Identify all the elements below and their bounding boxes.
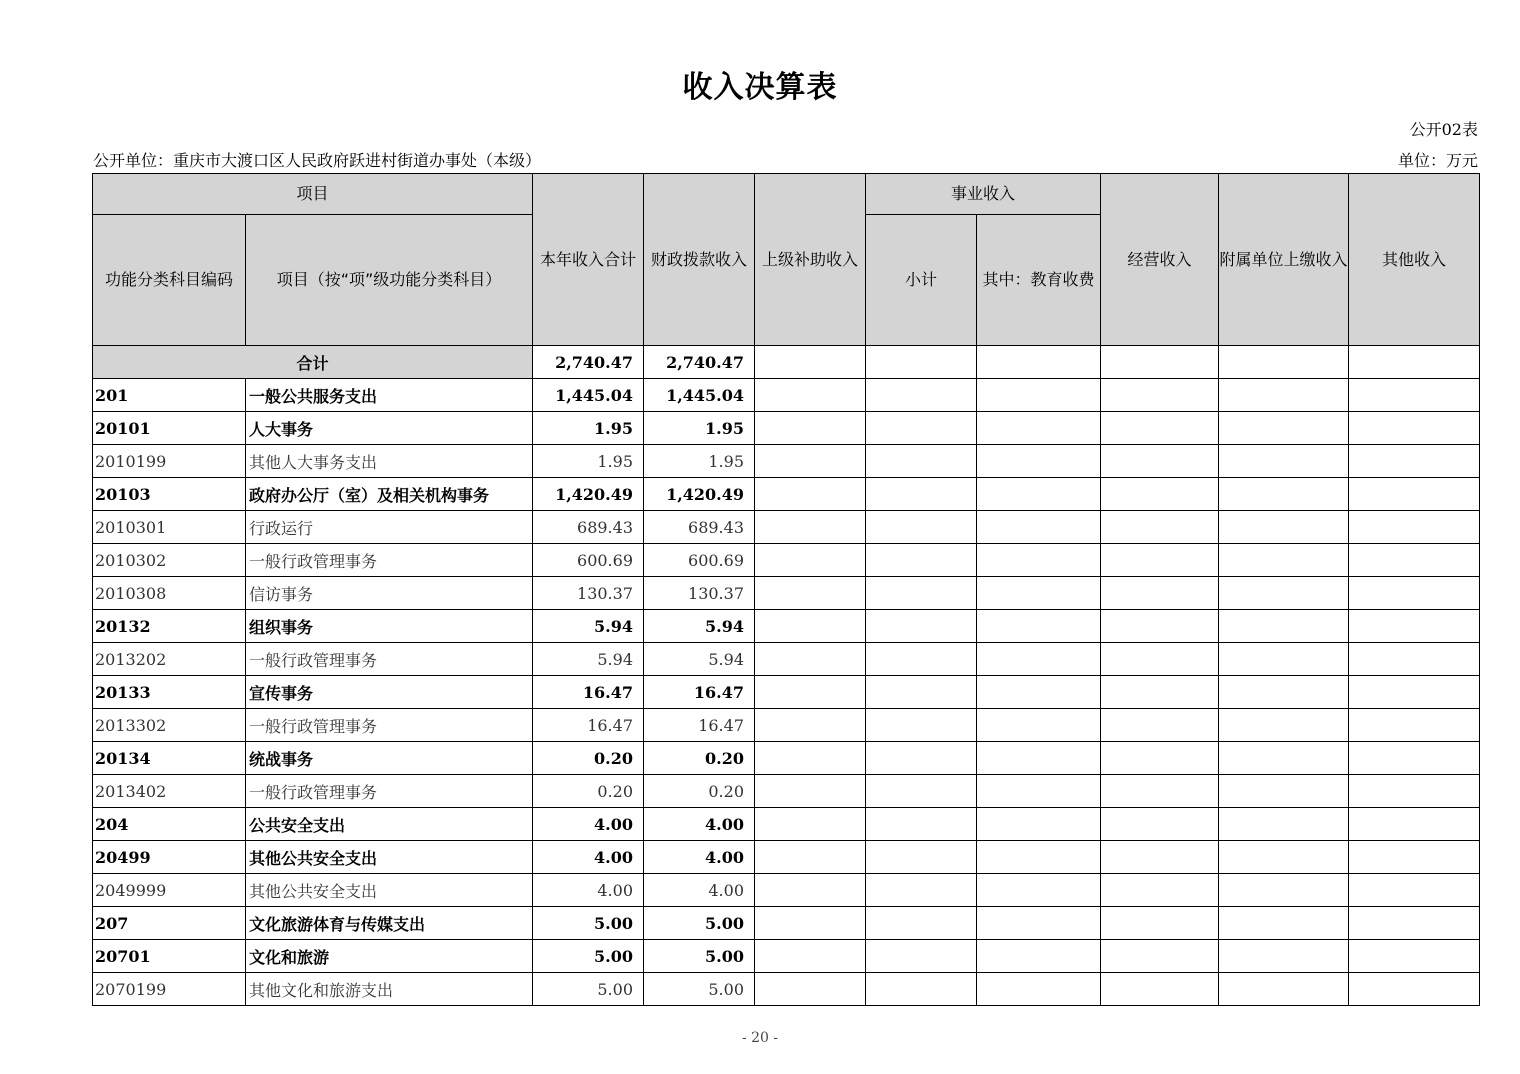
empty-cell (755, 808, 866, 841)
empty-cell (1219, 841, 1349, 874)
empty-cell (1349, 709, 1480, 742)
row-name: 宣传事务 (246, 676, 533, 709)
header-subtotal: 小计 (866, 215, 977, 346)
empty-cell (1101, 841, 1219, 874)
reporting-unit: 公开单位：重庆市大渡口区人民政府跃进村街道办事处（本级） (93, 151, 542, 170)
row-code: 204 (93, 808, 246, 841)
empty-cell (755, 544, 866, 577)
empty-cell (1101, 511, 1219, 544)
row-total: 4.00 (533, 808, 644, 841)
row-name: 统战事务 (246, 742, 533, 775)
empty-cell (866, 577, 977, 610)
empty-cell (755, 379, 866, 412)
row-code: 20133 (93, 676, 246, 709)
empty-cell (755, 874, 866, 907)
empty-cell (755, 940, 866, 973)
row-code: 207 (93, 907, 246, 940)
empty-cell (977, 973, 1101, 1006)
empty-cell (1219, 544, 1349, 577)
empty-cell (977, 808, 1101, 841)
empty-cell (755, 973, 866, 1006)
row-total: 4.00 (533, 874, 644, 907)
empty-cell (866, 379, 977, 412)
table-row (93, 808, 1480, 841)
empty-cell (866, 742, 977, 775)
row-total: 5.00 (533, 973, 644, 1006)
row-code: 2010199 (93, 445, 246, 478)
row-name: 一般行政管理事务 (246, 643, 533, 676)
row-name: 一般公共服务支出 (246, 379, 533, 412)
row-name: 公共安全支出 (246, 808, 533, 841)
empty-cell (866, 445, 977, 478)
empty-cell (1219, 610, 1349, 643)
row-total: 5.94 (533, 643, 644, 676)
empty-cell (1101, 610, 1219, 643)
table-row (93, 379, 1480, 412)
empty-cell (1219, 379, 1349, 412)
empty-cell (1219, 907, 1349, 940)
empty-cell (1101, 478, 1219, 511)
empty-cell (755, 676, 866, 709)
empty-cell (1349, 643, 1480, 676)
empty-cell (755, 742, 866, 775)
row-fiscal: 5.94 (644, 643, 755, 676)
empty-cell (1349, 808, 1480, 841)
row-fiscal: 600.69 (644, 544, 755, 577)
empty-cell (866, 940, 977, 973)
empty-cell (755, 841, 866, 874)
empty-cell (1349, 874, 1480, 907)
row-code: 2010301 (93, 511, 246, 544)
empty-cell (1101, 940, 1219, 973)
header-affiliated-income: 附属单位上缴收入 (1219, 174, 1349, 346)
empty-cell (755, 346, 866, 379)
empty-cell (1101, 709, 1219, 742)
row-name: 政府办公厅（室）及相关机构事务 (246, 478, 533, 511)
table-row (93, 709, 1480, 742)
empty-cell (977, 841, 1101, 874)
row-code: 20134 (93, 742, 246, 775)
header-project: 项目 (93, 174, 533, 215)
row-name: 其他人大事务支出 (246, 445, 533, 478)
header-education-fees: 其中：教育收费 (977, 215, 1101, 346)
empty-cell (1101, 445, 1219, 478)
row-fiscal: 0.20 (644, 742, 755, 775)
row-fiscal: 16.47 (644, 676, 755, 709)
empty-cell (1219, 511, 1349, 544)
empty-cell (1219, 940, 1349, 973)
empty-cell (1219, 808, 1349, 841)
empty-cell (1101, 742, 1219, 775)
empty-cell (977, 940, 1101, 973)
row-fiscal: 0.20 (644, 775, 755, 808)
empty-cell (1101, 676, 1219, 709)
empty-cell (1349, 940, 1480, 973)
header-item-name: 项目（按“项”级功能分类科目） (246, 215, 533, 346)
empty-cell (1219, 709, 1349, 742)
empty-cell (866, 643, 977, 676)
empty-cell (866, 973, 977, 1006)
header-function-code: 功能分类科目编码 (93, 215, 246, 346)
empty-cell (1101, 643, 1219, 676)
empty-cell (977, 610, 1101, 643)
row-total: 1,420.49 (533, 478, 644, 511)
empty-cell (1219, 775, 1349, 808)
row-fiscal: 5.00 (644, 907, 755, 940)
empty-cell (866, 709, 977, 742)
empty-cell (1349, 907, 1480, 940)
table-row (93, 610, 1480, 643)
empty-cell (755, 577, 866, 610)
table-row (93, 643, 1480, 676)
row-code: 2010302 (93, 544, 246, 577)
empty-cell (977, 907, 1101, 940)
row-total: 689.43 (533, 511, 644, 544)
empty-cell (1101, 544, 1219, 577)
form-number: 公开02表 (1409, 120, 1478, 139)
row-code: 20132 (93, 610, 246, 643)
empty-cell (866, 544, 977, 577)
empty-cell (977, 544, 1101, 577)
empty-cell (1101, 907, 1219, 940)
row-code: 20499 (93, 841, 246, 874)
empty-cell (866, 907, 977, 940)
row-total: 5.00 (533, 940, 644, 973)
empty-cell (1349, 544, 1480, 577)
row-code: 2013402 (93, 775, 246, 808)
row-code: 20101 (93, 412, 246, 445)
empty-cell (1219, 742, 1349, 775)
table-row (93, 445, 1480, 478)
empty-cell (1219, 874, 1349, 907)
table-row (93, 544, 1480, 577)
row-total: 5.00 (533, 907, 644, 940)
total-income-value: 2,740.47 (533, 346, 644, 379)
empty-cell (1219, 577, 1349, 610)
row-name: 其他文化和旅游支出 (246, 973, 533, 1006)
empty-cell (1219, 346, 1349, 379)
header-operating-income: 经营收入 (1101, 174, 1219, 346)
empty-cell (1101, 346, 1219, 379)
empty-cell (977, 346, 1101, 379)
page-number: - 20 - (741, 1030, 779, 1046)
table-row (93, 973, 1480, 1006)
row-fiscal: 130.37 (644, 577, 755, 610)
empty-cell (1219, 973, 1349, 1006)
row-fiscal: 4.00 (644, 808, 755, 841)
table-row (93, 511, 1480, 544)
row-name: 人大事务 (246, 412, 533, 445)
empty-cell (866, 346, 977, 379)
empty-cell (1349, 577, 1480, 610)
empty-cell (1349, 841, 1480, 874)
row-fiscal: 1.95 (644, 445, 755, 478)
table-row (93, 577, 1480, 610)
empty-cell (1101, 577, 1219, 610)
row-total: 600.69 (533, 544, 644, 577)
empty-cell (866, 511, 977, 544)
empty-cell (977, 709, 1101, 742)
empty-cell (1101, 973, 1219, 1006)
row-name: 文化和旅游 (246, 940, 533, 973)
empty-cell (866, 412, 977, 445)
table-row (93, 676, 1480, 709)
header-total-income: 本年收入合计 (533, 174, 644, 346)
empty-cell (977, 742, 1101, 775)
row-name: 一般行政管理事务 (246, 544, 533, 577)
table-row (93, 412, 1480, 445)
row-total: 16.47 (533, 709, 644, 742)
empty-cell (1349, 346, 1480, 379)
row-total: 0.20 (533, 742, 644, 775)
empty-cell (977, 379, 1101, 412)
empty-cell (755, 412, 866, 445)
row-code: 20103 (93, 478, 246, 511)
empty-cell (977, 511, 1101, 544)
empty-cell (755, 478, 866, 511)
empty-cell (1349, 610, 1480, 643)
empty-cell (977, 874, 1101, 907)
row-total: 5.94 (533, 610, 644, 643)
empty-cell (1349, 379, 1480, 412)
empty-cell (977, 577, 1101, 610)
empty-cell (977, 676, 1101, 709)
empty-cell (1349, 445, 1480, 478)
row-fiscal: 4.00 (644, 841, 755, 874)
empty-cell (1219, 445, 1349, 478)
row-code: 2070199 (93, 973, 246, 1006)
header-business-income: 事业收入 (866, 174, 1101, 215)
empty-cell (755, 445, 866, 478)
empty-cell (755, 610, 866, 643)
empty-cell (866, 610, 977, 643)
row-total: 130.37 (533, 577, 644, 610)
empty-cell (977, 478, 1101, 511)
header-fiscal-allocation: 财政拨款收入 (644, 174, 755, 346)
empty-cell (755, 775, 866, 808)
table-row (93, 478, 1480, 511)
empty-cell (866, 841, 977, 874)
empty-cell (1349, 742, 1480, 775)
row-name: 其他公共安全支出 (246, 841, 533, 874)
table-row (93, 940, 1480, 973)
empty-cell (866, 478, 977, 511)
empty-cell (1219, 478, 1349, 511)
empty-cell (1349, 478, 1480, 511)
empty-cell (1101, 874, 1219, 907)
row-code: 2049999 (93, 874, 246, 907)
total-label: 合计 (93, 346, 533, 379)
empty-cell (866, 808, 977, 841)
empty-cell (1101, 775, 1219, 808)
row-name: 信访事务 (246, 577, 533, 610)
empty-cell (755, 907, 866, 940)
row-fiscal: 5.00 (644, 940, 755, 973)
empty-cell (1101, 379, 1219, 412)
row-code: 2013202 (93, 643, 246, 676)
empty-cell (1101, 412, 1219, 445)
row-fiscal: 689.43 (644, 511, 755, 544)
row-fiscal: 5.00 (644, 973, 755, 1006)
empty-cell (755, 643, 866, 676)
empty-cell (1219, 412, 1349, 445)
row-fiscal: 1,420.49 (644, 478, 755, 511)
empty-cell (977, 643, 1101, 676)
empty-cell (1349, 511, 1480, 544)
row-name: 其他公共安全支出 (246, 874, 533, 907)
empty-cell (1101, 808, 1219, 841)
row-code: 2013302 (93, 709, 246, 742)
page-title: 收入决算表 (682, 70, 838, 105)
empty-cell (866, 775, 977, 808)
table-row (93, 742, 1480, 775)
empty-cell (866, 874, 977, 907)
empty-cell (1219, 643, 1349, 676)
table-row (93, 907, 1480, 940)
row-name: 一般行政管理事务 (246, 775, 533, 808)
income-table (92, 173, 1480, 1006)
table-row (93, 841, 1480, 874)
empty-cell (1349, 676, 1480, 709)
row-name: 文化旅游体育与传媒支出 (246, 907, 533, 940)
row-total: 16.47 (533, 676, 644, 709)
empty-cell (755, 511, 866, 544)
row-fiscal: 5.94 (644, 610, 755, 643)
unit-of-measure: 单位：万元 (1397, 151, 1478, 170)
empty-cell (977, 445, 1101, 478)
row-fiscal: 16.47 (644, 709, 755, 742)
header-other-income: 其他收入 (1349, 174, 1480, 346)
row-code: 20701 (93, 940, 246, 973)
header-superior-subsidy: 上级补助收入 (755, 174, 866, 346)
empty-cell (977, 412, 1101, 445)
row-name: 组织事务 (246, 610, 533, 643)
empty-cell (755, 709, 866, 742)
row-total: 1.95 (533, 412, 644, 445)
row-code: 2010308 (93, 577, 246, 610)
empty-cell (1219, 676, 1349, 709)
empty-cell (1349, 973, 1480, 1006)
row-fiscal: 1.95 (644, 412, 755, 445)
table-row (93, 775, 1480, 808)
row-fiscal: 4.00 (644, 874, 755, 907)
row-code: 201 (93, 379, 246, 412)
empty-cell (1349, 412, 1480, 445)
row-total: 4.00 (533, 841, 644, 874)
table-row (93, 874, 1480, 907)
empty-cell (1349, 775, 1480, 808)
total-fiscal-value: 2,740.47 (644, 346, 755, 379)
empty-cell (977, 775, 1101, 808)
row-name: 一般行政管理事务 (246, 709, 533, 742)
row-total: 1.95 (533, 445, 644, 478)
row-total: 0.20 (533, 775, 644, 808)
total-row (93, 346, 1480, 379)
empty-cell (866, 676, 977, 709)
row-total: 1,445.04 (533, 379, 644, 412)
row-fiscal: 1,445.04 (644, 379, 755, 412)
row-name: 行政运行 (246, 511, 533, 544)
